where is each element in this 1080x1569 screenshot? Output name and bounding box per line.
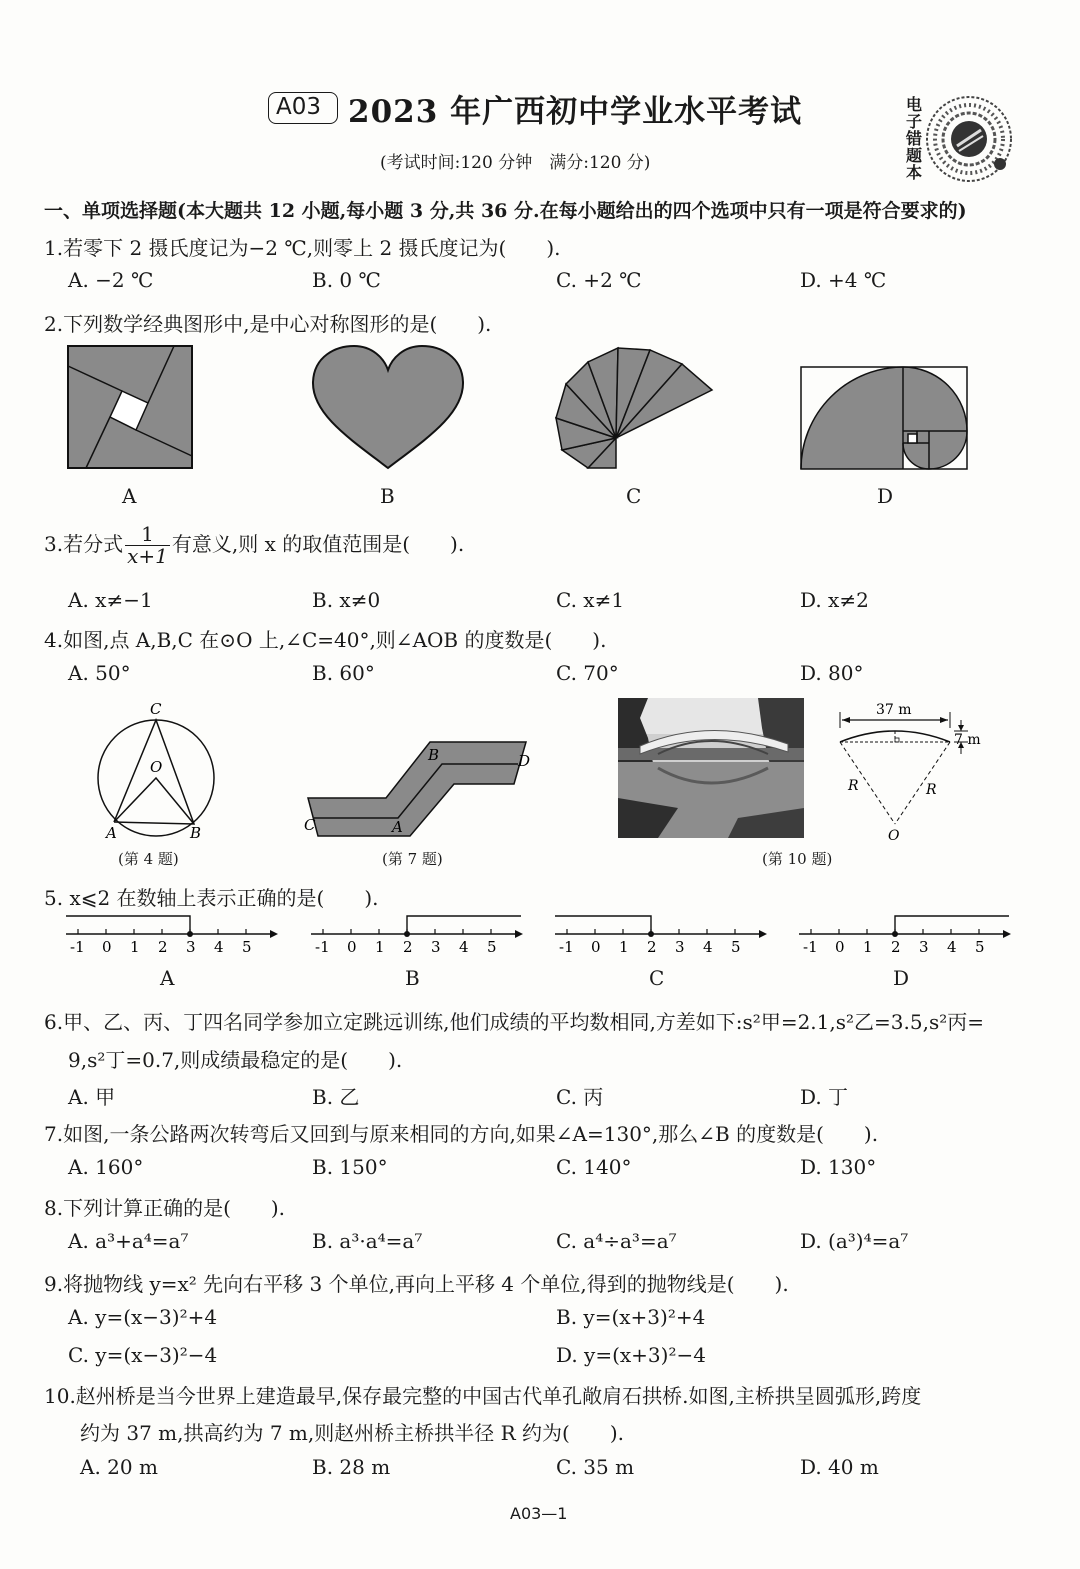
q1-option-b[interactable]: B. 0 ℃ [312, 268, 381, 292]
tick-label: 4 [947, 938, 957, 956]
tick-label: 4 [214, 938, 224, 956]
q6-option-c[interactable]: C. 丙 [556, 1085, 604, 1109]
caption-q4: (第 4 题) [118, 850, 179, 868]
tick-label: 5 [731, 938, 741, 956]
tick-label: 4 [459, 938, 469, 956]
solution-bracket [895, 916, 1009, 934]
solution-bracket [407, 916, 521, 934]
figure-2d-golden-spiral[interactable] [798, 364, 972, 472]
q3-prefix: 3.若分式 [44, 532, 124, 556]
q6-option-d[interactable]: D. 丁 [800, 1085, 849, 1109]
fig2-label-b: B [380, 484, 395, 508]
exam-code: A03 [276, 94, 322, 120]
q1-option-c[interactable]: C. +2 ℃ [556, 268, 642, 292]
fig2-label-a: A [122, 484, 137, 508]
q5-label-c[interactable]: C [649, 966, 665, 990]
q3-option-a[interactable]: A. x≠−1 [68, 588, 153, 612]
tick-label: 1 [863, 938, 873, 956]
question-3 [44, 524, 464, 567]
tick-label: 3 [186, 938, 196, 956]
q9-option-a[interactable]: A. y=(x−3)²+4 [68, 1305, 218, 1329]
figure-2a-square[interactable] [66, 344, 194, 470]
endpoint-dot [187, 931, 193, 937]
section-heading: 一、单项选择题(本大题共 12 小题,每小题 3 分,共 36 分.在每小题给出的四个选项中只有一项是符合要求的) [44, 200, 967, 222]
q4-option-d[interactable]: D. 80° [800, 661, 864, 685]
q4-label-c: C [150, 700, 162, 718]
q5-label-b[interactable]: B [405, 966, 420, 990]
q9-option-b[interactable]: B. y=(x+3)²+4 [556, 1305, 706, 1329]
q9-option-c[interactable]: C. y=(x−3)²−4 [68, 1343, 218, 1367]
q4-label-o: O [150, 758, 163, 776]
number-line-d [799, 916, 1011, 956]
tick-label: 2 [647, 938, 657, 956]
solution-bracket [555, 916, 651, 934]
tick-label: 0 [835, 938, 845, 956]
page-subtitle: (考试时间:120 分钟 满分:120 分) [380, 153, 651, 173]
q10-option-b[interactable]: B. 28 m [312, 1455, 391, 1479]
tick-label: 3 [431, 938, 441, 956]
tick-label: 2 [158, 938, 168, 956]
q10-span-label: 37 m [876, 702, 912, 718]
q5-label-a[interactable]: A [160, 966, 175, 990]
tick-label: 1 [375, 938, 385, 956]
figure-q7-road[interactable] [300, 738, 540, 848]
caption-q7: (第 7 题) [382, 850, 443, 868]
tick-label: -1 [559, 938, 574, 956]
tick-label: 5 [487, 938, 497, 956]
number-line-a [66, 916, 278, 956]
question-10-line2: 约为 37 m,拱高约为 7 m,则赵州桥主桥拱半径 R 约为( ). [80, 1421, 624, 1445]
q4-option-b[interactable]: B. 60° [312, 661, 375, 685]
question-4: 4.如图,点 A,B,C 在⊙O 上,∠C=40°,则∠AOB 的度数是( ). [44, 628, 607, 652]
question-8: 8.下列计算正确的是( ). [44, 1196, 286, 1220]
q8-option-d[interactable]: D. (a³)⁴=a⁷ [800, 1229, 909, 1253]
q4-option-a[interactable]: A. 50° [68, 661, 131, 685]
q4-option-c[interactable]: C. 70° [556, 661, 619, 685]
tick-label: 3 [919, 938, 929, 956]
q9-option-d[interactable]: D. y=(x+3)²−4 [556, 1343, 706, 1367]
q7-label-a: A [392, 818, 403, 836]
question-10-line1: 10.赵州桥是当今世界上建造最早,保存最完整的中国古代单孔敞肩石拱桥.如图,主桥拱呈圆弧形,跨度 [44, 1384, 922, 1408]
q10-option-c[interactable]: C. 35 m [556, 1455, 635, 1479]
fig2-label-c: C [626, 484, 642, 508]
q4-label-b: B [190, 824, 202, 842]
q4-label-a: A [106, 824, 117, 842]
q3-suffix: 有意义,则 x 的取值范围是( ). [171, 532, 465, 556]
page-title: 2023 年广西初中学业水平考试 [348, 94, 803, 130]
q7-label-d: D [518, 752, 531, 770]
question-6-line1: 6.甲、乙、丙、丁四名同学参加立定跳远训练,他们成绩的平均数相同,方差如下:s²甲=2.1,s²乙=3.5,s²丙= [44, 1010, 984, 1034]
page-number: A03—1 [510, 1504, 568, 1523]
q10-option-a[interactable]: A. 20 m [80, 1455, 158, 1479]
q7-option-c[interactable]: C. 140° [556, 1155, 632, 1179]
tick-label: 1 [130, 938, 140, 956]
qr-code-icon[interactable] [924, 94, 1014, 184]
tick-label: -1 [315, 938, 330, 956]
zhaozhou-bridge-photo [618, 698, 804, 838]
question-9: 9.将抛物线 y=x² 先向右平移 3 个单位,再向上平移 4 个单位,得到的抛物线是( ). [44, 1272, 789, 1296]
q3-option-d[interactable]: D. x≠2 [800, 588, 869, 612]
caption-q10: (第 10 题) [762, 850, 833, 868]
q10-label-r-left: R [848, 778, 859, 794]
q6-option-a[interactable]: A. 甲 [68, 1085, 116, 1109]
q7-option-a[interactable]: A. 160° [68, 1155, 144, 1179]
q10-label-r-right: R [926, 782, 937, 798]
q8-option-b[interactable]: B. a³·a⁴=a⁷ [312, 1229, 423, 1253]
qr-label: 电子错题本 [906, 95, 923, 182]
q3-fraction [125, 524, 170, 567]
q8-option-c[interactable]: C. a⁴÷a³=a⁷ [556, 1229, 677, 1253]
number-line-b [311, 916, 523, 956]
tick-label: -1 [70, 938, 85, 956]
q3-numerator: 1 [141, 522, 154, 546]
figure-q10-arch-diagram[interactable] [828, 698, 988, 844]
q7-label-c: C [304, 816, 316, 834]
figure-q4-circle[interactable] [92, 698, 222, 846]
figure-2b-heart[interactable] [310, 344, 466, 472]
q10-height-label: 7 m [954, 732, 981, 748]
q5-label-d[interactable]: D [893, 966, 910, 990]
q10-label-o: O [888, 828, 900, 844]
number-lines [0, 910, 1080, 958]
q3-option-c[interactable]: C. x≠1 [556, 588, 625, 612]
question-6-line2: 9,s²丁=0.7,则成绩最稳定的是( ). [68, 1048, 403, 1072]
tick-label: 2 [891, 938, 901, 956]
endpoint-dot [892, 931, 898, 937]
endpoint-dot [648, 931, 654, 937]
question-2: 2.下列数学经典图形中,是中心对称图形的是( ). [44, 312, 492, 336]
question-1: 1.若零下 2 摄氏度记为−2 ℃,则零上 2 摄氏度记为( ). [44, 236, 561, 260]
q1-option-a[interactable]: A. −2 ℃ [68, 268, 154, 292]
q3-option-b[interactable]: B. x≠0 [312, 588, 381, 612]
tick-label: 1 [619, 938, 629, 956]
tick-label: -1 [803, 938, 818, 956]
question-5: 5. x⩽2 在数轴上表示正确的是( ). [44, 886, 379, 910]
tick-label: 3 [675, 938, 685, 956]
tick-label: 4 [703, 938, 713, 956]
q10-option-d[interactable]: D. 40 m [800, 1455, 879, 1479]
endpoint-dot [404, 931, 410, 937]
tick-label: 5 [975, 938, 985, 956]
tick-label: 0 [591, 938, 601, 956]
fig2-label-d: D [877, 484, 894, 508]
q7-label-b: B [428, 746, 440, 764]
tick-label: 0 [347, 938, 357, 956]
q7-option-b[interactable]: B. 150° [312, 1155, 388, 1179]
question-7: 7.如图,一条公路两次转弯后又回到与原来相同的方向,如果∠A=130°,那么∠B 的度数是( ). [44, 1122, 879, 1146]
q1-option-d[interactable]: D. +4 ℃ [800, 268, 887, 292]
tick-label: 2 [403, 938, 413, 956]
number-line-c [555, 916, 767, 956]
q8-option-a[interactable]: A. a³+a⁴=a⁷ [68, 1229, 189, 1253]
tick-label: 0 [102, 938, 112, 956]
figure-2c-spiral-triangles[interactable] [552, 344, 716, 472]
tick-label: 5 [242, 938, 252, 956]
solution-bracket [66, 916, 190, 934]
q7-option-d[interactable]: D. 130° [800, 1155, 877, 1179]
q3-denominator: x+1 [127, 544, 168, 568]
q6-option-b[interactable]: B. 乙 [312, 1085, 360, 1109]
